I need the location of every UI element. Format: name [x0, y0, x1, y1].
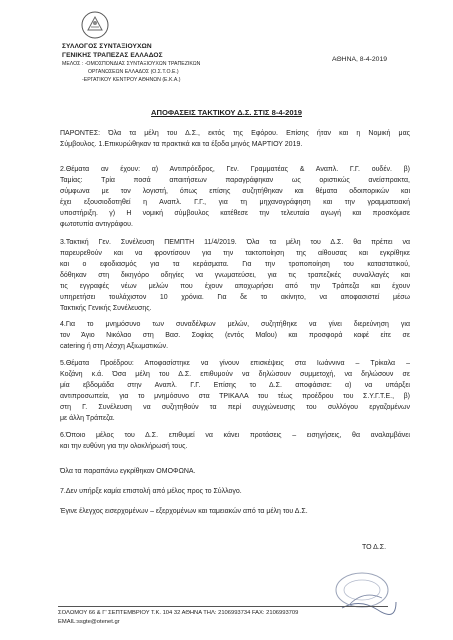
- paragraph-item-3: [60, 237, 410, 314]
- paragraph-item-5: [60, 358, 410, 424]
- org-bank: ΓΕΝΙΚΗΣ ΤΡΑΠΕΖΑΣ ΕΛΛΑΔΟΣ: [62, 52, 163, 59]
- paragraph-attendees: [60, 128, 410, 150]
- footer-address: ΣΟΛΩΜΟΥ 66 & Γ' ΣΕΠΤΕΜΒΡΙΟΥ Τ.Κ. 104 32 ΑΘΗΝΑ ΤΗΛ: 2106993734 FAX: 2106993709: [58, 606, 388, 618]
- p4-line-3: catering ή στη Λέσχη Αξιωματικών.: [60, 343, 169, 350]
- letterhead: [62, 42, 322, 84]
- p1-line-2: Σύμβουλος. 1.Επικυρώθηκαν τα πρακτικά και τα έξοδα μηνός ΜΑΡΤΙΟΥ 2019.: [60, 141, 303, 148]
- p5-line-2: Κοζάνη κ.ά. Όσα μέλη του Δ.Σ. επιθυμούν να δηλώσουν συμμετοχή, να δηλώσουν σε: [60, 371, 410, 378]
- paragraph-item-7: [60, 486, 410, 497]
- p3-line-5: τις εγγραφές νέων μελών που έχουν αποχωρήσει από την Τράπεζα και έχουν: [60, 283, 410, 290]
- p2-line-5: υποστήριξη. γ) Η νομική σύμβουλος κατέθεσε την τελευταία αγωγή και προσκόμισε: [60, 210, 410, 217]
- p5-line-5: στη Γ. Συνέλευση να συζητηθούν τα περί συγχώνευσης του συλλόγου εργαζομένων: [60, 404, 410, 411]
- p2-line-3: σύμφωνα με τον λογιστή, όπως επίσης συζητήθηκαν και θέματα οδοιπορικών και: [60, 188, 410, 195]
- p6-line-1: 6.Όποιο μέλος του Δ.Σ. επιθυμεί να κάνει προτάσεις – εισηγήσεις, θα αναλαμβάνει: [60, 432, 410, 439]
- p3-line-2: παρευρεθούν και να φροντίσουν για την τακτοποίηση της αίθουσας και εγκρίθηκε: [60, 250, 410, 257]
- document-date: ΑΘΗΝΑ, 8-4-2019: [332, 56, 388, 63]
- p2-line-1: 2.Θέματα αν έχουν: α) Αντιπρόεδρος, Γεν. Γραμματέας & Αναπλ. Γ.Γ. ουδέν. β): [60, 166, 410, 173]
- p5-line-3: μία εβδομάδα στην Αναπλ. Γ.Γ. Επίσης το Δ.Σ. αποφάσισε: α) να υπάρξει: [60, 382, 410, 389]
- p4-line-2: τον Άγιο Νικόλαο στη Βασ. Σοφίας (εντός Μαΐου) και προσφορά καφέ είτε σε: [60, 332, 410, 339]
- paragraph-item-4: [60, 319, 410, 352]
- p5-line-6: με άλλη Τράπεζα.: [60, 415, 115, 422]
- paragraph-item-6: [60, 430, 410, 452]
- p5-line-1: 5.Θέματα Προέδρου: Αποφασίστηκε να γίνουν επισκέψεις στα Ιωάννινα – Τρίκαλα –: [60, 360, 410, 367]
- p2-line-2: Ταμίας: Τρία ποσά απαιτήσεων παραγράφηκαν ως οριστικώς ανείσπρακτα,: [60, 177, 410, 184]
- member-line-2: ΟΡΓΑΝΩΣΕΩΝ ΕΛΛΑΔΟΣ (Ο.Σ.Τ.Ο.Ε.): [88, 69, 179, 75]
- p1-line-1: ΠΑΡΟΝΤΕΣ: Όλα τα μέλη του Δ.Σ., εκτός της Εφόρου. Επίσης ήταν και η Νομική μας: [60, 130, 410, 137]
- association-logo-icon: [80, 10, 110, 40]
- approval-line: Όλα τα παραπάνω εγκρίθηκαν ΟΜΟΦΩΝΑ.: [60, 468, 196, 475]
- signature-label: ΤΟ Δ.Σ.: [362, 544, 387, 551]
- p2-line-4: έχει εξουσιοδοτηθεί η Αναπλ. Γ.Γ., για τη μηχανογράφηση και την γραμματειακή: [60, 199, 410, 206]
- document-title-text: ΑΠΟΦΑΣΕΙΣ ΤΑΚΤΙΚΟΥ Δ.Σ. ΣΤΙΣ 8-4-2019: [150, 108, 302, 117]
- p6-line-2: και την ευθύνη για την ολοκλήρωσή τους.: [60, 443, 188, 450]
- paragraph-audit: [60, 506, 410, 517]
- p3-line-7: Τακτικής Γενικής Συνέλευσης.: [60, 305, 152, 312]
- p3-line-4: δόθηκαν στη δικηγόρο οδηγίες να γνωματεύσει, για τις τραπεζικές συναλλαγές και: [60, 272, 410, 279]
- member-line-3: -ΕΡΓΑΤΙΚΟΥ ΚΕΝΤΡΟΥ ΑΘΗΝΩΝ (Ε.Κ.Α.): [82, 77, 181, 83]
- p2-line-6: φωτοτυπία αντιγράφου.: [60, 221, 133, 228]
- paragraph-approval: [60, 466, 410, 477]
- p3-line-1: 3.Τακτική Γεν. Συνέλευση ΠΕΜΠΤΗ 11/4/2019. Όλα τα μέλη του Δ.Σ. θα πρέπει να: [60, 239, 410, 246]
- footer-email: EMAIL:ssgte@otenet.gr: [58, 619, 120, 625]
- document-title: [0, 108, 453, 117]
- org-name: ΣΥΛΛΟΓΟΣ ΣΥΝΤΑΞΙΟΥΧΩΝ: [62, 43, 152, 50]
- p3-line-3: και ο εφοδιασμός για τα κεράσματα. Για την τροποποίηση του καταστατικού,: [60, 261, 410, 268]
- audit-line: Έγινε έλεγχος εισερχομένων – εξερχομένων και ταμειακών από τα μέλη του Δ.Σ.: [60, 508, 308, 515]
- member-line-1: ΜΕΛΟΣ : -ΟΜΟΣΠΟΝΔΙΑΣ ΣΥΝΤΑΞΙΟΥΧΩΝ ΤΡΑΠΕΖΙΚΩΝ: [62, 61, 201, 67]
- item-7-line: 7.Δεν υπήρξε καμία επιστολή από μέλος προς το Σύλλογο.: [60, 488, 242, 495]
- p3-line-6: υπηρετήσει τουλάχιστον 10 χρόνια. Για δε το ακίνητο, να αποφασιστεί μέσω: [60, 294, 410, 301]
- p4-line-1: 4.Για το μνημόσυνο των συναδέλφων μελών, συζητήθηκε να γίνει διερεύνηση για: [60, 321, 410, 328]
- paragraph-item-2: [60, 164, 410, 230]
- footer: [58, 606, 388, 627]
- p5-line-4: αντιπροσωπεία, για το μνημόσυνο στα ΤΡΙΚΑΛΑ του τέως προέδρου του Σ.Υ.Γ.Τ.Ε., β): [60, 393, 410, 400]
